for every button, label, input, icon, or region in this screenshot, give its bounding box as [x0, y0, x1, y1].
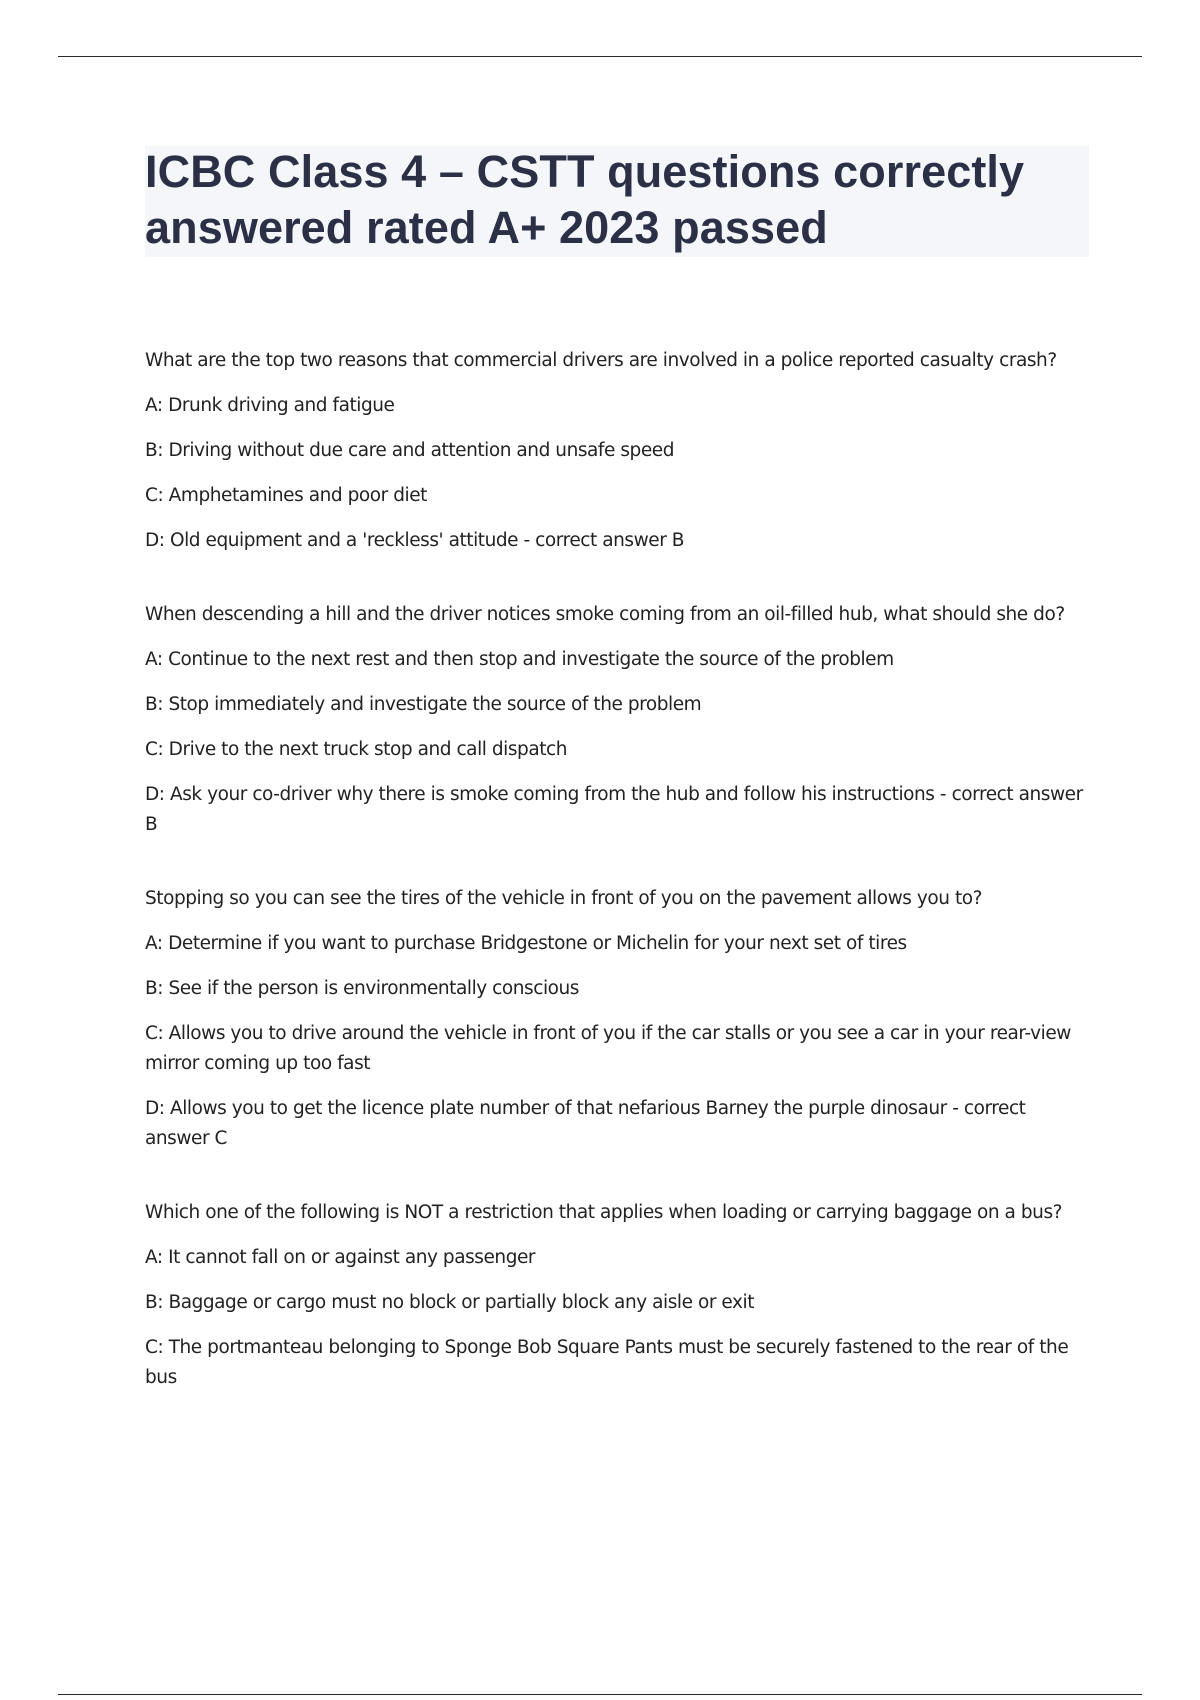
question-text: Stopping so you can see the tires of the vehicle in front of you on the pavement allows you to? [145, 888, 983, 909]
question-text: When descending a hill and the driver notices smoke coming from an oil-filled hub, what should she do? [145, 604, 1065, 625]
document-body [145, 346, 1095, 1437]
answer-option: C: Amphetamines and poor diet [145, 485, 427, 506]
answer-option: A: Determine if you want to purchase Bridgestone or Michelin for your next set of tires [145, 933, 907, 954]
answer-option: C: The portmanteau belonging to Sponge Bob Square Pants must be securely fastened to the rear of the bus [145, 1337, 1069, 1388]
answer-option: B: Stop immediately and investigate the source of the problem [145, 694, 702, 715]
header-rule [58, 56, 1142, 57]
answer-option: A: It cannot fall on or against any passenger [145, 1247, 536, 1268]
question-block [145, 346, 1095, 556]
answer-option: C: Allows you to drive around the vehicle in front of you if the car stalls or you see a car in your rear-view mirror coming up too fast [145, 1023, 1071, 1074]
answer-option: A: Drunk driving and fatigue [145, 395, 395, 416]
answer-option: C: Drive to the next truck stop and call dispatch [145, 739, 568, 760]
question-block [145, 884, 1095, 1154]
question-block [145, 600, 1095, 840]
answer-option: B: Driving without due care and attention and unsafe speed [145, 440, 674, 461]
question-text: What are the top two reasons that commercial drivers are involved in a police reported casualty crash? [145, 350, 1057, 371]
footer-rule [58, 1694, 1142, 1695]
answer-option: B: See if the person is environmentally conscious [145, 978, 579, 999]
question-text: Which one of the following is NOT a restriction that applies when loading or carrying baggage on a bus? [145, 1202, 1062, 1223]
answer-option: B: Baggage or cargo must no block or partially block any aisle or exit [145, 1292, 755, 1313]
question-block [145, 1198, 1095, 1393]
answer-option: A: Continue to the next rest and then stop and investigate the source of the problem [145, 649, 894, 670]
answer-option: D: Old equipment and a 'reckless' attitude - correct answer B [145, 530, 685, 551]
answer-option: D: Allows you to get the licence plate number of that nefarious Barney the purple dinosaur - correct answer C [145, 1098, 1026, 1149]
document-title: ICBC Class 4 – CSTT questions correctly answered rated A+ 2023 passed [145, 146, 1025, 253]
answer-option: D: Ask your co-driver why there is smoke coming from the hub and follow his instructions - correct answer B [145, 784, 1083, 835]
